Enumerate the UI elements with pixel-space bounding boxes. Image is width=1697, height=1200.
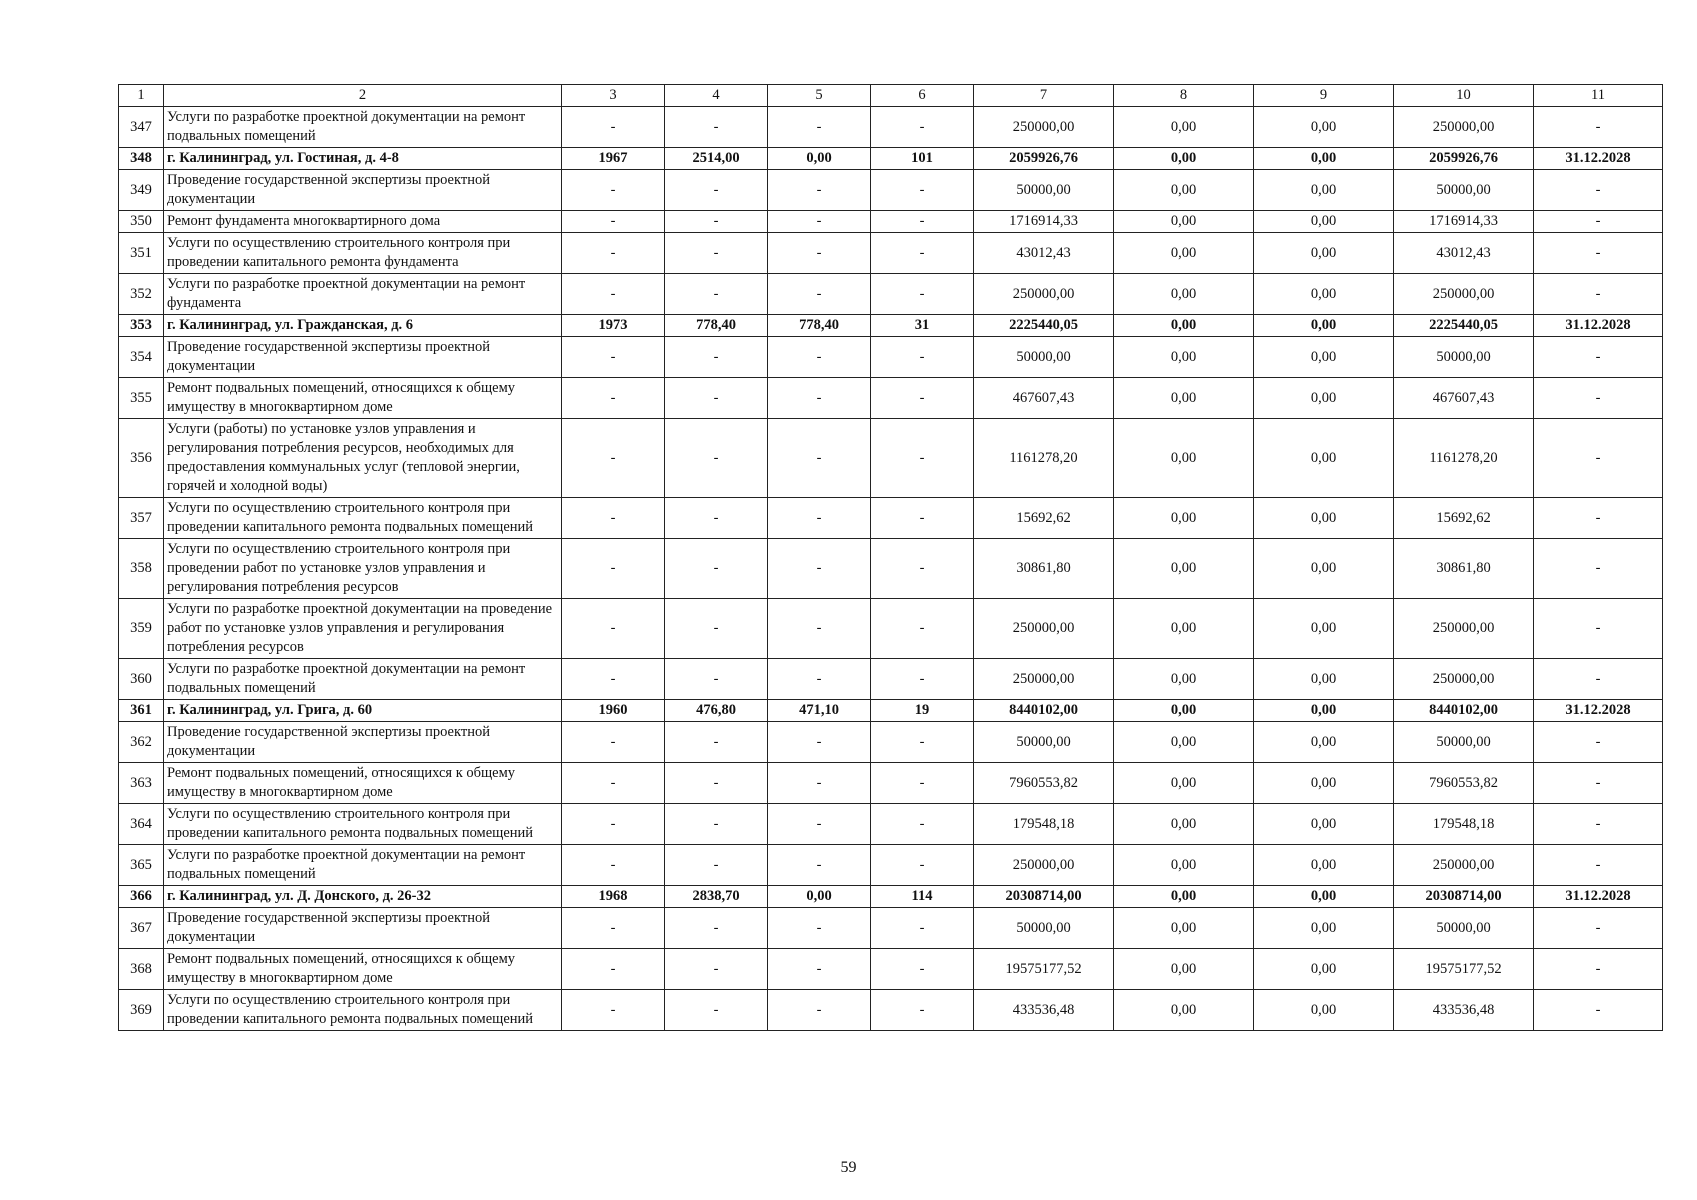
deadline-cell: - <box>1534 908 1663 949</box>
total-cost-cell: 43012,43 <box>974 233 1114 274</box>
row-number-cell: 353 <box>119 315 164 337</box>
fund-cell: 0,00 <box>1114 539 1254 599</box>
row-number-cell: 354 <box>119 337 164 378</box>
fund-cell: 0,00 <box>1114 337 1254 378</box>
header-cell: 1 <box>119 85 164 107</box>
total-cost-cell: 50000,00 <box>974 722 1114 763</box>
owner-funds-cell: 467607,43 <box>1394 378 1534 419</box>
total-cost-cell: 250000,00 <box>974 845 1114 886</box>
owner-funds-cell: 2059926,76 <box>1394 148 1534 170</box>
budget-cell: 0,00 <box>1254 908 1394 949</box>
fund-cell: 0,00 <box>1114 845 1254 886</box>
area-total-cell: 778,40 <box>665 315 768 337</box>
work-item-row <box>119 337 1663 378</box>
fund-cell: 0,00 <box>1114 949 1254 990</box>
year-cell: - <box>562 599 665 659</box>
description-cell: г. Калининград, ул. Грига, д. 60 <box>164 700 562 722</box>
area-total-cell: - <box>665 599 768 659</box>
deadline-cell: - <box>1534 211 1663 233</box>
budget-cell: 0,00 <box>1254 539 1394 599</box>
deadline-cell: - <box>1534 170 1663 211</box>
year-cell: 1968 <box>562 886 665 908</box>
work-item-row <box>119 804 1663 845</box>
owner-funds-cell: 250000,00 <box>1394 659 1534 700</box>
fund-cell: 0,00 <box>1114 148 1254 170</box>
description-cell: Услуги по осуществлению строительного контроля при проведении капитального ремонта фундамента <box>164 233 562 274</box>
area-living-cell: - <box>768 599 871 659</box>
total-cost-cell: 250000,00 <box>974 599 1114 659</box>
description-cell: Ремонт подвальных помещений, относящихся к общему имуществу в многоквартирном доме <box>164 763 562 804</box>
area-living-cell: - <box>768 233 871 274</box>
owner-funds-cell: 7960553,82 <box>1394 763 1534 804</box>
deadline-cell: - <box>1534 233 1663 274</box>
year-cell: - <box>562 804 665 845</box>
budget-cell: 0,00 <box>1254 107 1394 148</box>
residents-cell: - <box>871 337 974 378</box>
owner-funds-cell: 19575177,52 <box>1394 949 1534 990</box>
area-living-cell: - <box>768 274 871 315</box>
residents-cell: - <box>871 378 974 419</box>
budget-cell: 0,00 <box>1254 700 1394 722</box>
header-cell: 5 <box>768 85 871 107</box>
description-cell: Услуги по разработке проектной документации на ремонт подвальных помещений <box>164 845 562 886</box>
area-total-cell: - <box>665 845 768 886</box>
total-cost-cell: 250000,00 <box>974 659 1114 700</box>
residents-cell: 19 <box>871 700 974 722</box>
residents-cell: - <box>871 990 974 1031</box>
row-number-cell: 349 <box>119 170 164 211</box>
area-living-cell: 778,40 <box>768 315 871 337</box>
area-total-cell: 476,80 <box>665 700 768 722</box>
budget-cell: 0,00 <box>1254 659 1394 700</box>
owner-funds-cell: 250000,00 <box>1394 107 1534 148</box>
total-cost-cell: 1716914,33 <box>974 211 1114 233</box>
area-living-cell: - <box>768 107 871 148</box>
owner-funds-cell: 15692,62 <box>1394 498 1534 539</box>
residents-cell: - <box>871 498 974 539</box>
deadline-cell: - <box>1534 378 1663 419</box>
area-living-cell: - <box>768 763 871 804</box>
row-number-cell: 350 <box>119 211 164 233</box>
description-cell: Проведение государственной экспертизы проектной документации <box>164 170 562 211</box>
budget-cell: 0,00 <box>1254 886 1394 908</box>
row-number-cell: 368 <box>119 949 164 990</box>
owner-funds-cell: 30861,80 <box>1394 539 1534 599</box>
area-total-cell: - <box>665 908 768 949</box>
year-cell: - <box>562 233 665 274</box>
area-living-cell: - <box>768 949 871 990</box>
budget-cell: 0,00 <box>1254 599 1394 659</box>
description-cell: Проведение государственной экспертизы проектной документации <box>164 722 562 763</box>
owner-funds-cell: 43012,43 <box>1394 233 1534 274</box>
work-item-row <box>119 378 1663 419</box>
year-cell: 1960 <box>562 700 665 722</box>
total-cost-cell: 19575177,52 <box>974 949 1114 990</box>
total-cost-cell: 179548,18 <box>974 804 1114 845</box>
area-total-cell: - <box>665 107 768 148</box>
total-cost-cell: 2225440,05 <box>974 315 1114 337</box>
residents-cell: - <box>871 659 974 700</box>
deadline-cell: 31.12.2028 <box>1534 315 1663 337</box>
area-living-cell: - <box>768 722 871 763</box>
deadline-cell: - <box>1534 763 1663 804</box>
header-row <box>119 85 1663 107</box>
row-number-cell: 357 <box>119 498 164 539</box>
residents-cell: 31 <box>871 315 974 337</box>
budget-cell: 0,00 <box>1254 315 1394 337</box>
fund-cell: 0,00 <box>1114 700 1254 722</box>
area-total-cell: - <box>665 498 768 539</box>
residents-cell: - <box>871 170 974 211</box>
deadline-cell: - <box>1534 419 1663 498</box>
total-cost-cell: 50000,00 <box>974 337 1114 378</box>
work-item-row <box>119 990 1663 1031</box>
fund-cell: 0,00 <box>1114 908 1254 949</box>
year-cell: - <box>562 419 665 498</box>
area-total-cell: - <box>665 804 768 845</box>
fund-cell: 0,00 <box>1114 599 1254 659</box>
fund-cell: 0,00 <box>1114 886 1254 908</box>
area-total-cell: - <box>665 170 768 211</box>
fund-cell: 0,00 <box>1114 419 1254 498</box>
year-cell: - <box>562 763 665 804</box>
deadline-cell: - <box>1534 845 1663 886</box>
row-number-cell: 363 <box>119 763 164 804</box>
budget-cell: 0,00 <box>1254 498 1394 539</box>
budget-cell: 0,00 <box>1254 211 1394 233</box>
work-item-row <box>119 107 1663 148</box>
budget-cell: 0,00 <box>1254 763 1394 804</box>
deadline-cell: - <box>1534 659 1663 700</box>
total-cost-cell: 50000,00 <box>974 170 1114 211</box>
deadline-cell: - <box>1534 599 1663 659</box>
header-cell: 9 <box>1254 85 1394 107</box>
work-item-row <box>119 498 1663 539</box>
deadline-cell: - <box>1534 498 1663 539</box>
deadline-cell: - <box>1534 990 1663 1031</box>
address-row <box>119 700 1663 722</box>
description-cell: Услуги (работы) по установке узлов управления и регулирования потребления ресурсов, необходимых для предоставления коммунальных услуг (тепловой энергии, горячей и холодной воды) <box>164 419 562 498</box>
total-cost-cell: 2059926,76 <box>974 148 1114 170</box>
program-table <box>118 84 1663 1031</box>
residents-cell: - <box>871 599 974 659</box>
year-cell: - <box>562 908 665 949</box>
row-number-cell: 365 <box>119 845 164 886</box>
header-cell: 10 <box>1394 85 1534 107</box>
work-item-row <box>119 274 1663 315</box>
row-number-cell: 364 <box>119 804 164 845</box>
row-number-cell: 369 <box>119 990 164 1031</box>
budget-cell: 0,00 <box>1254 949 1394 990</box>
year-cell: - <box>562 337 665 378</box>
work-item-row <box>119 949 1663 990</box>
deadline-cell: - <box>1534 107 1663 148</box>
description-cell: г. Калининград, ул. Гостиная, д. 4-8 <box>164 148 562 170</box>
total-cost-cell: 433536,48 <box>974 990 1114 1031</box>
fund-cell: 0,00 <box>1114 763 1254 804</box>
fund-cell: 0,00 <box>1114 274 1254 315</box>
area-living-cell: - <box>768 378 871 419</box>
header-cell: 2 <box>164 85 562 107</box>
header-cell: 6 <box>871 85 974 107</box>
budget-cell: 0,00 <box>1254 419 1394 498</box>
area-total-cell: 2838,70 <box>665 886 768 908</box>
row-number-cell: 367 <box>119 908 164 949</box>
total-cost-cell: 467607,43 <box>974 378 1114 419</box>
deadline-cell: - <box>1534 274 1663 315</box>
area-living-cell: - <box>768 170 871 211</box>
deadline-cell: - <box>1534 539 1663 599</box>
work-item-row <box>119 233 1663 274</box>
year-cell: - <box>562 107 665 148</box>
description-cell: Услуги по осуществлению строительного контроля при проведении капитального ремонта подвальных помещений <box>164 804 562 845</box>
residents-cell: - <box>871 233 974 274</box>
fund-cell: 0,00 <box>1114 170 1254 211</box>
total-cost-cell: 7960553,82 <box>974 763 1114 804</box>
work-item-row <box>119 599 1663 659</box>
residents-cell: - <box>871 763 974 804</box>
fund-cell: 0,00 <box>1114 107 1254 148</box>
fund-cell: 0,00 <box>1114 498 1254 539</box>
area-living-cell: - <box>768 211 871 233</box>
total-cost-cell: 250000,00 <box>974 107 1114 148</box>
owner-funds-cell: 250000,00 <box>1394 845 1534 886</box>
area-living-cell: 0,00 <box>768 148 871 170</box>
owner-funds-cell: 1716914,33 <box>1394 211 1534 233</box>
year-cell: - <box>562 990 665 1031</box>
row-number-cell: 347 <box>119 107 164 148</box>
row-number-cell: 366 <box>119 886 164 908</box>
deadline-cell: 31.12.2028 <box>1534 886 1663 908</box>
row-number-cell: 360 <box>119 659 164 700</box>
description-cell: Услуги по разработке проектной документации на ремонт подвальных помещений <box>164 659 562 700</box>
residents-cell: - <box>871 722 974 763</box>
owner-funds-cell: 433536,48 <box>1394 990 1534 1031</box>
area-living-cell: - <box>768 419 871 498</box>
header-cell: 8 <box>1114 85 1254 107</box>
area-total-cell: - <box>665 763 768 804</box>
description-cell: Услуги по осуществлению строительного контроля при проведении капитального ремонта подвальных помещений <box>164 990 562 1031</box>
budget-cell: 0,00 <box>1254 990 1394 1031</box>
residents-cell: - <box>871 908 974 949</box>
area-living-cell: - <box>768 539 871 599</box>
area-total-cell: - <box>665 419 768 498</box>
header-cell: 3 <box>562 85 665 107</box>
description-cell: Услуги по разработке проектной документации на проведение работ по установке узлов управления и регулирования потребления ресурсов <box>164 599 562 659</box>
residents-cell: - <box>871 949 974 990</box>
row-number-cell: 361 <box>119 700 164 722</box>
deadline-cell: 31.12.2028 <box>1534 700 1663 722</box>
owner-funds-cell: 50000,00 <box>1394 337 1534 378</box>
year-cell: 1967 <box>562 148 665 170</box>
description-cell: Услуги по разработке проектной документации на ремонт подвальных помещений <box>164 107 562 148</box>
owner-funds-cell: 50000,00 <box>1394 170 1534 211</box>
year-cell: - <box>562 722 665 763</box>
deadline-cell: - <box>1534 722 1663 763</box>
total-cost-cell: 8440102,00 <box>974 700 1114 722</box>
area-total-cell: - <box>665 337 768 378</box>
total-cost-cell: 50000,00 <box>974 908 1114 949</box>
address-row <box>119 886 1663 908</box>
budget-cell: 0,00 <box>1254 233 1394 274</box>
row-number-cell: 351 <box>119 233 164 274</box>
area-living-cell: - <box>768 498 871 539</box>
work-item-row <box>119 763 1663 804</box>
header-cell: 4 <box>665 85 768 107</box>
fund-cell: 0,00 <box>1114 804 1254 845</box>
page-number: 59 <box>840 1159 857 1176</box>
description-cell: Услуги по осуществлению строительного контроля при проведении капитального ремонта подвальных помещений <box>164 498 562 539</box>
row-number-cell: 348 <box>119 148 164 170</box>
area-total-cell: - <box>665 378 768 419</box>
year-cell: - <box>562 170 665 211</box>
area-total-cell: - <box>665 659 768 700</box>
description-cell: Проведение государственной экспертизы проектной документации <box>164 337 562 378</box>
work-item-row <box>119 722 1663 763</box>
row-number-cell: 359 <box>119 599 164 659</box>
header-cell: 7 <box>974 85 1114 107</box>
fund-cell: 0,00 <box>1114 233 1254 274</box>
total-cost-cell: 15692,62 <box>974 498 1114 539</box>
area-total-cell: - <box>665 722 768 763</box>
work-item-row <box>119 170 1663 211</box>
budget-cell: 0,00 <box>1254 274 1394 315</box>
work-item-row <box>119 845 1663 886</box>
residents-cell: - <box>871 804 974 845</box>
year-cell: - <box>562 211 665 233</box>
owner-funds-cell: 179548,18 <box>1394 804 1534 845</box>
area-living-cell: - <box>768 337 871 378</box>
area-living-cell: - <box>768 845 871 886</box>
owner-funds-cell: 2225440,05 <box>1394 315 1534 337</box>
area-living-cell: 0,00 <box>768 886 871 908</box>
area-total-cell: - <box>665 539 768 599</box>
total-cost-cell: 30861,80 <box>974 539 1114 599</box>
deadline-cell: - <box>1534 949 1663 990</box>
residents-cell: 114 <box>871 886 974 908</box>
description-cell: Ремонт подвальных помещений, относящихся к общему имуществу в многоквартирном доме <box>164 378 562 419</box>
residents-cell: - <box>871 107 974 148</box>
description-cell: Услуги по осуществлению строительного контроля при проведении работ по установке узлов управления и регулирования потребления ресурсов <box>164 539 562 599</box>
year-cell: - <box>562 498 665 539</box>
row-number-cell: 358 <box>119 539 164 599</box>
work-item-row <box>119 539 1663 599</box>
budget-cell: 0,00 <box>1254 722 1394 763</box>
header-cell: 11 <box>1534 85 1663 107</box>
fund-cell: 0,00 <box>1114 315 1254 337</box>
owner-funds-cell: 250000,00 <box>1394 599 1534 659</box>
area-living-cell: - <box>768 990 871 1031</box>
budget-cell: 0,00 <box>1254 804 1394 845</box>
owner-funds-cell: 50000,00 <box>1394 722 1534 763</box>
fund-cell: 0,00 <box>1114 659 1254 700</box>
description-cell: Услуги по разработке проектной документации на ремонт фундамента <box>164 274 562 315</box>
row-number-cell: 362 <box>119 722 164 763</box>
year-cell: - <box>562 539 665 599</box>
budget-cell: 0,00 <box>1254 170 1394 211</box>
area-living-cell: - <box>768 659 871 700</box>
area-total-cell: - <box>665 211 768 233</box>
area-total-cell: - <box>665 233 768 274</box>
fund-cell: 0,00 <box>1114 211 1254 233</box>
area-total-cell: - <box>665 949 768 990</box>
work-item-row <box>119 211 1663 233</box>
area-living-cell: - <box>768 804 871 845</box>
year-cell: 1973 <box>562 315 665 337</box>
owner-funds-cell: 1161278,20 <box>1394 419 1534 498</box>
row-number-cell: 352 <box>119 274 164 315</box>
row-number-cell: 355 <box>119 378 164 419</box>
row-number-cell: 356 <box>119 419 164 498</box>
description-cell: г. Калининград, ул. Д. Донского, д. 26-32 <box>164 886 562 908</box>
deadline-cell: - <box>1534 804 1663 845</box>
area-total-cell: - <box>665 990 768 1031</box>
work-item-row <box>119 419 1663 498</box>
area-living-cell: - <box>768 908 871 949</box>
description-cell: Ремонт фундамента многоквартирного дома <box>164 211 562 233</box>
owner-funds-cell: 20308714,00 <box>1394 886 1534 908</box>
owner-funds-cell: 50000,00 <box>1394 908 1534 949</box>
total-cost-cell: 1161278,20 <box>974 419 1114 498</box>
total-cost-cell: 250000,00 <box>974 274 1114 315</box>
deadline-cell: - <box>1534 337 1663 378</box>
description-cell: Ремонт подвальных помещений, относящихся к общему имуществу в многоквартирном доме <box>164 949 562 990</box>
fund-cell: 0,00 <box>1114 722 1254 763</box>
description-cell: Проведение государственной экспертизы проектной документации <box>164 908 562 949</box>
area-living-cell: 471,10 <box>768 700 871 722</box>
residents-cell: 101 <box>871 148 974 170</box>
area-total-cell: - <box>665 274 768 315</box>
budget-cell: 0,00 <box>1254 378 1394 419</box>
area-total-cell: 2514,00 <box>665 148 768 170</box>
owner-funds-cell: 8440102,00 <box>1394 700 1534 722</box>
description-cell: г. Калининград, ул. Гражданская, д. 6 <box>164 315 562 337</box>
residents-cell: - <box>871 274 974 315</box>
year-cell: - <box>562 845 665 886</box>
total-cost-cell: 20308714,00 <box>974 886 1114 908</box>
owner-funds-cell: 250000,00 <box>1394 274 1534 315</box>
deadline-cell: 31.12.2028 <box>1534 148 1663 170</box>
residents-cell: - <box>871 419 974 498</box>
budget-cell: 0,00 <box>1254 148 1394 170</box>
address-row <box>119 148 1663 170</box>
residents-cell: - <box>871 845 974 886</box>
year-cell: - <box>562 378 665 419</box>
work-item-row <box>119 659 1663 700</box>
budget-cell: 0,00 <box>1254 845 1394 886</box>
budget-cell: 0,00 <box>1254 337 1394 378</box>
residents-cell: - <box>871 539 974 599</box>
fund-cell: 0,00 <box>1114 990 1254 1031</box>
residents-cell: - <box>871 211 974 233</box>
work-item-row <box>119 908 1663 949</box>
year-cell: - <box>562 949 665 990</box>
year-cell: - <box>562 274 665 315</box>
fund-cell: 0,00 <box>1114 378 1254 419</box>
address-row <box>119 315 1663 337</box>
year-cell: - <box>562 659 665 700</box>
